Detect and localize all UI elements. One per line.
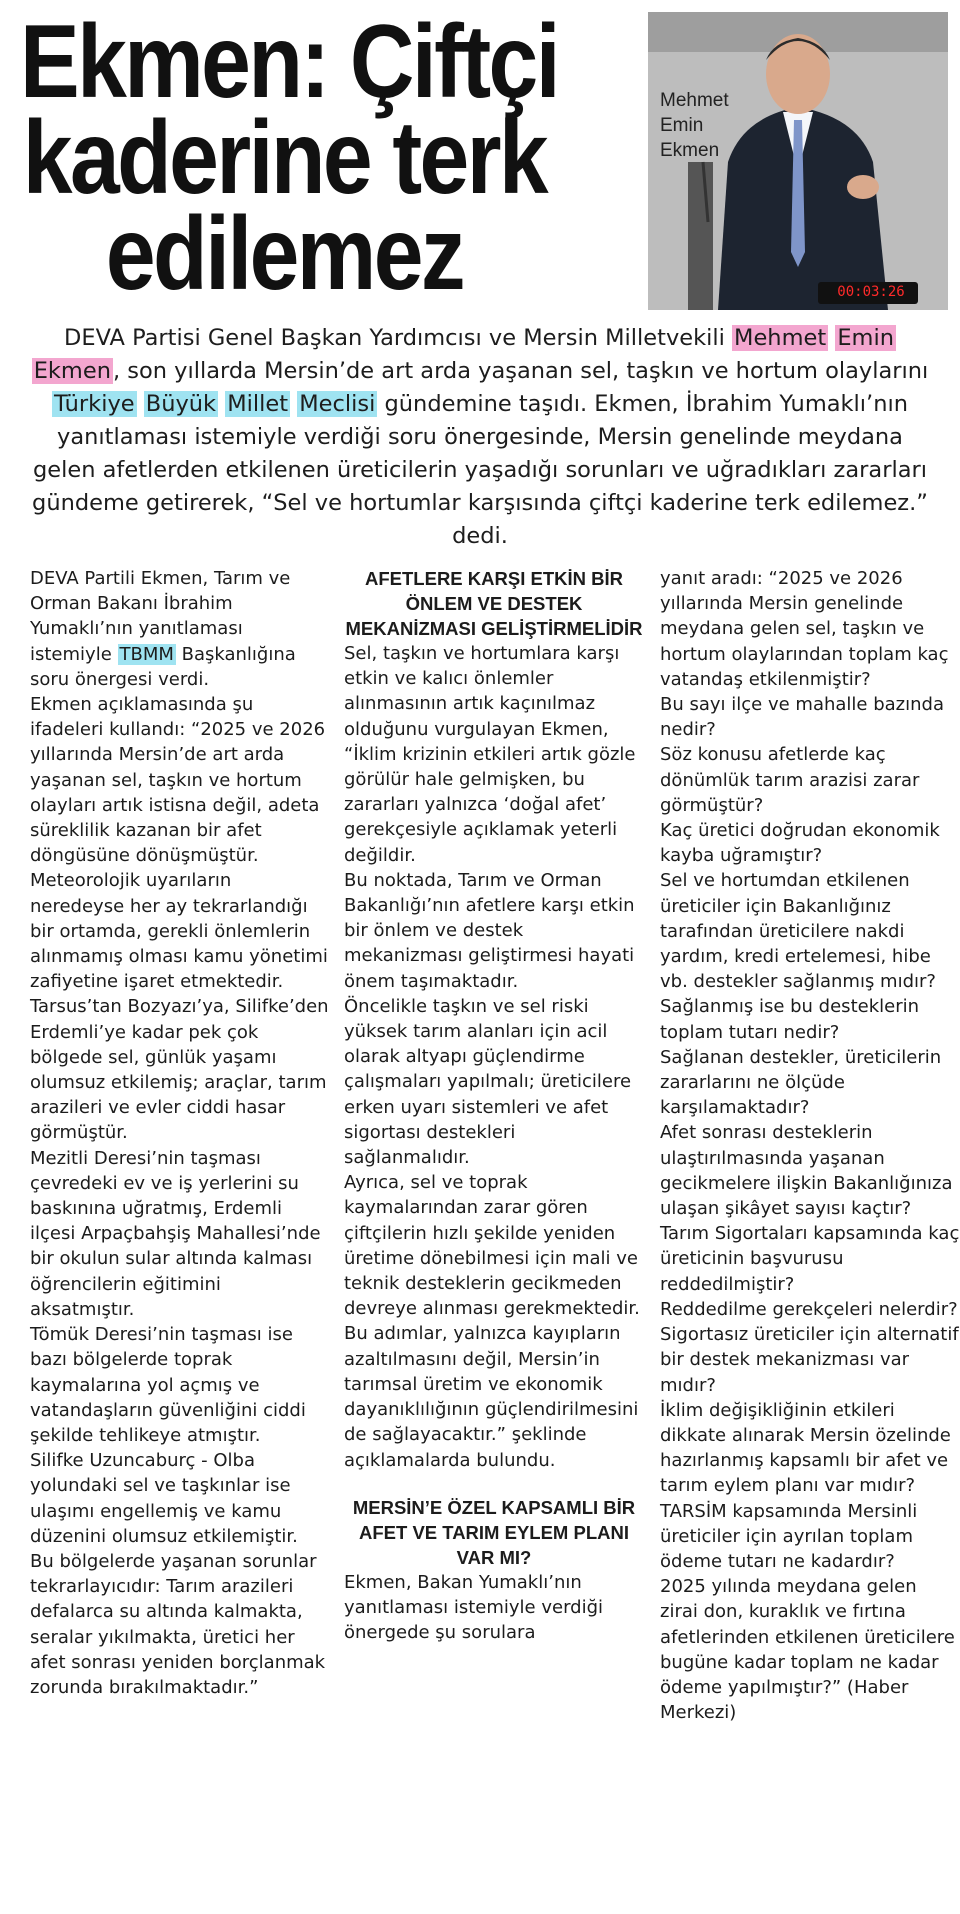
col3-paragraph-2: Bu sayı ilçe ve mahalle bazında nedir?: [660, 694, 944, 741]
lead-highlight-mehmet: Mehmet: [734, 325, 827, 351]
col3-paragraph-7: Sağlanan destekler, üreticilerin zararlarını ne ölçüde karşılamaktadır?: [660, 1046, 942, 1119]
col3-paragraph-3: Söz konusu afetlerde kaç dönümlük tarım arazisi zarar görmüştür?: [660, 744, 920, 816]
lead-highlight-emin: Emin: [837, 325, 894, 351]
lead-highlight-meclisi: Meclisi: [299, 391, 376, 417]
col1-paragraph-2: Ekmen açıklamasında şu ifadeleri kullandı: “2025 ve 2026 yıllarında Mersin’de art arda yaşanan sel, taşkın ve hortum olayları artık istisna değil, adeta süreklilik kazanan bir afet döngüsüne dönüşmüştür.: [30, 694, 326, 867]
col1-paragraph-7: Silifke Uzuncaburç - Olba yolundaki sel ve taşkınlar ise ulaşımı engellemiş ve kamu düzenini olumsuz etkilemiştir.: [30, 1450, 298, 1547]
col1-paragraph-4: Tarsus’tan Bozyazı’ya, Silifke’den Erdemli’ye kadar pek çok bölgede sel, günlük yaşamı olumsuz etkilemiş; araçlar, tarım arazileri ve evler ciddi hasar görmüştür.: [30, 996, 329, 1144]
caption-line-1: Mehmet: [660, 90, 729, 111]
col2-paragraph-3: Öncelikle taşkın ve sel riski yüksek tarım alanları için acil olarak altyapı güçlendirme çalışmaları yapılmalı; üreticilere erken uyarı sistemleri ve afet sigortası destekleri sağlanmalıdır.: [344, 995, 632, 1169]
lead-text-8: gündemine taşıdı. Ekmen, İbrahim Yumaklı’nın yanıtlaması istemiyle verdiği soru önergesinde, Mersin genelinde meydana gelen afetlerden etkilenen üreticilerin yaşadığı sorunları ve uğradıkları zararları gündeme getirerek, “Sel ve hortumlar karşısında çiftçi kaderine terk edilemez.” dedi.: [32, 391, 928, 549]
lead-text-5: [137, 391, 144, 417]
col3-paragraph-5: Sel ve hortumdan etkilenen üreticiler için Bakanlığınız tarafından üreticilere nakdi yardım, kredi ertelemesi, hibe vb. destekler sağlanmış mıdır?: [660, 870, 936, 993]
col1-paragraph-6: Tömük Deresi’nin taşması ise bazı bölgelerde toprak kaymalarına yol açmış ve vatandaşların güvenliğini ciddi şekilde tehlikeye atmıştır.: [30, 1324, 306, 1446]
lead-highlight-ekmen: Ekmen: [33, 358, 111, 384]
col3-paragraph-11: Sigortasız üreticiler için alternatif bir destek mekanizması var mıdır?: [660, 1324, 959, 1396]
col3-paragraph-14: 2025 yılında meydana gelen zirai don, kuraklık ve fırtına afetlerinden etkilenen üreticilere bugüne kadar toplam ne kadar ödeme yapılmıştır?” (Haber Merkezi): [660, 1576, 955, 1724]
col1-paragraph-3: Meteorolojik uyarıların neredeyse her ay tekrarlandığı bir ortamda, gerekli önlemlerin alınmamış olması kamu yönetimi zafiyetine işaret etmektedir.: [30, 870, 328, 993]
lead-highlight-millet: Millet: [227, 391, 289, 417]
col3-paragraph-10: Reddedilme gerekçeleri nelerdir?: [660, 1298, 958, 1320]
lead-text-1: DEVA Partisi Genel Başkan Yardımcısı ve Mersin Milletvekili: [64, 325, 733, 351]
col2-paragraph-1: Sel, taşkın ve hortumlara karşı etkin ve kalıcı önlemler alınmasının artık kaçınılmaz olduğunu vurgulayan Ekmen, “İklim krizinin etkileri artık gözle görülür hale gelmişken, bu zararları yalnızca ‘doğal afet’ gerekçesiyle açıklamak yeterli değildir.: [344, 643, 636, 866]
col3-paragraph-4: Kaç üretici doğrudan ekonomik kayba uğramıştır?: [660, 820, 940, 867]
article-column-1: [30, 566, 330, 1700]
col1-paragraph-1: [30, 566, 330, 692]
lead-text-4: , son yıllarda Mersin’de art arda yaşanan sel, taşkın ve hortum olaylarını: [112, 358, 929, 384]
caption-line-3: Ekmen: [660, 140, 720, 161]
col1-p1-text-a: DEVA Partili Ekmen, Tarım ve Orman Bakanı İbrahim Yumaklı’nın yanıtlaması istemiyle: [30, 568, 291, 665]
lead-highlight-turkiye: Türkiye: [54, 391, 135, 417]
col1-p1-text-b: Başkanlığına soru önergesi verdi.: [30, 643, 296, 690]
col1-paragraph-5: Mezitli Deresi’nin taşması çevredeki ev ve iş yerlerini su baskınına uğratmış, Erdemli ilçesi Arpaçbahşiş Mahallesi’nde bir okulun sular altında kalması öğrencilerin eğitimini aksatmıştır.: [30, 1147, 321, 1320]
col3-paragraph-6: Sağlanmış ise bu desteklerin toplam tutarı nedir?: [660, 996, 920, 1043]
col3-paragraph-12: İklim değişikliğinin etkileri dikkate alınarak Mersin özelinde hazırlanmış kapsamlı bir afet ve tarım eylem planı var mıdır?: [660, 1399, 951, 1497]
headline-line-2: kaderine terk: [22, 100, 547, 216]
lead-highlight-buyuk: Büyük: [145, 391, 217, 417]
headline-line-1: Ekmen: Çiftçi: [20, 4, 558, 120]
article-column-2: [344, 566, 644, 1645]
headline: [20, 4, 558, 312]
col3-paragraph-13: TARSİM kapsamında Mersinli üreticiler için ayrılan toplam ödeme tutarı ne kadardır?: [660, 1500, 918, 1572]
subheading-1: AFETLERE KARŞI ETKİN BİR ÖNLEM VE DESTEK MEKANİZMASI GELİŞTİRMELİDİR: [345, 568, 643, 639]
headline-line-3: edilemez: [105, 196, 464, 312]
lead-paragraph: [26, 322, 934, 553]
col2-paragraph-5: Ekmen, Bakan Yumaklı’nın yanıtlaması istemiyle verdiği önergede şu sorulara: [344, 1571, 604, 1644]
col3-paragraph-9: Tarım Sigortaları kapsamında kaç üreticinin başvurusu reddedilmiştir?: [660, 1223, 960, 1295]
col2-paragraph-4: Ayrıca, sel ve toprak kaymalarından zarar gören çiftçilerin hızlı şekilde yeniden üretime dönebilmesi için mali ve teknik desteklerin gecikmeden devreye alınması gerekmektedir. Bu adımlar, yalnızca kayıpların azaltılmasını değil, Mersin’in tarımsal üretim ve ekonomik dayanıklılığının güçlendirilmesini de sağlayacaktır.” şeklinde açıklamalarda bulundu.: [344, 1172, 640, 1471]
col3-paragraph-1: yanıt aradı: “2025 ve 2026 yıllarında Mersin genelinde meydana gelen sel, taşkın ve hortum olaylarından toplam kaç vatandaş etkilenmiştir?: [660, 568, 949, 690]
subheading-2: MERSİN’E ÖZEL KAPSAMLI BİR AFET VE TARIM EYLEM PLANI VAR MI?: [352, 1496, 636, 1568]
col1-highlight-tbmm: TBMM: [119, 643, 174, 665]
speaker-timer: 00:03:26: [837, 284, 905, 300]
col2-paragraph-2: Bu noktada, Tarım ve Orman Bakanlığı’nın afetlere karşı etkin bir önlem ve destek mekanizması geliştirmesi hayati önem taşımaktadır.: [344, 869, 635, 992]
col3-paragraph-8: Afet sonrası desteklerin ulaştırılmasında yaşanan gecikmelere ilişkin Bakanlığınıza ulaşan şikâyet sayısı kaçtır?: [660, 1122, 953, 1220]
caption-line-2: Emin: [660, 115, 704, 136]
col1-paragraph-8: Bu bölgelerde yaşanan sorunlar tekrarlayıcıdır: Tarım arazileri defalarca su altında kalmakta, seralar yıkılmakta, üretici her afet sonrası yeniden borçlanmak zorunda bırakılmaktadır.”: [30, 1550, 326, 1698]
photo-caption: [660, 88, 770, 163]
article-column-3: [660, 566, 960, 1725]
